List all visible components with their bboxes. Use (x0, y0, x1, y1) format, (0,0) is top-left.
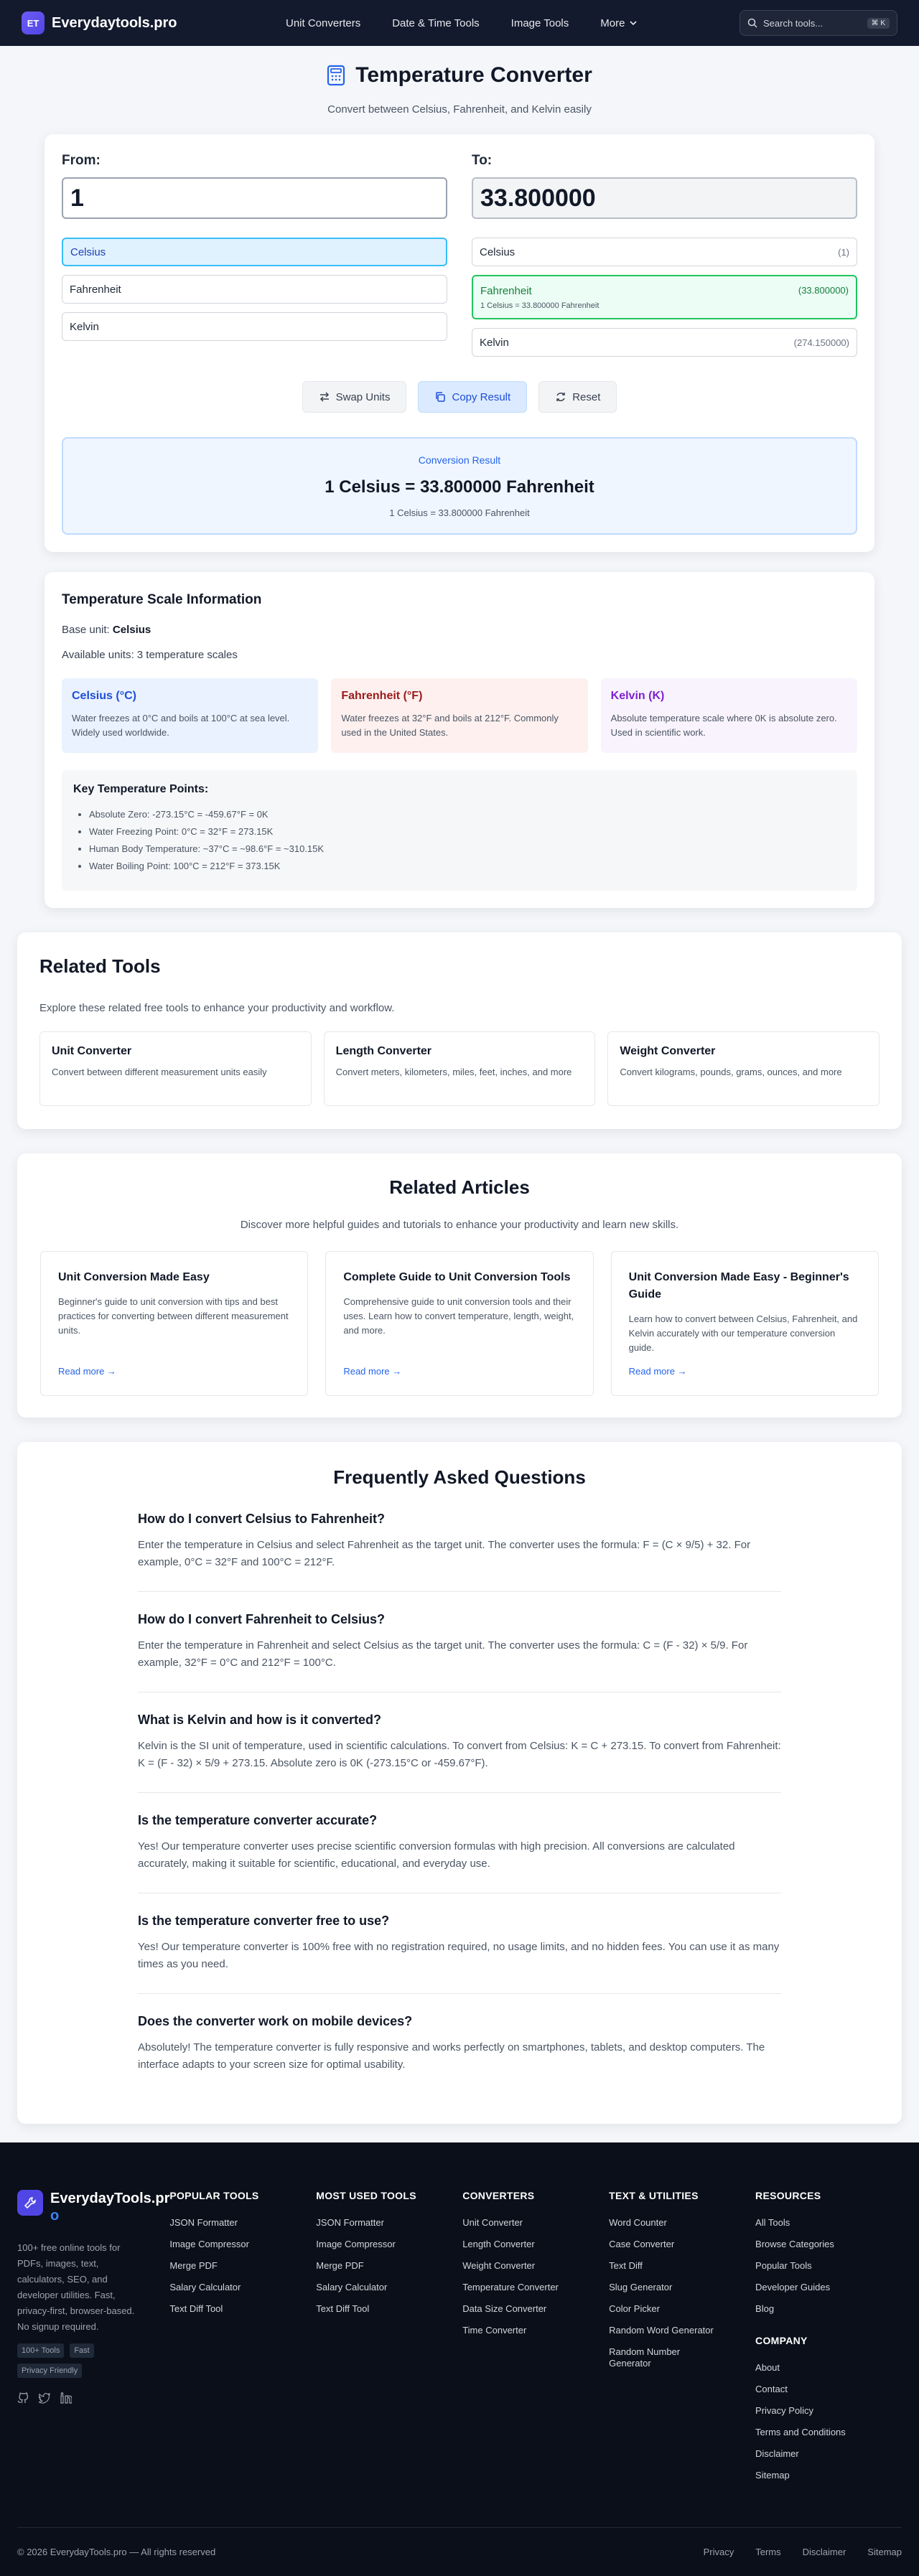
related-tools-subtitle: Explore these related free tools to enhance your productivity and workflow. (39, 1002, 395, 1014)
copy-icon (434, 391, 446, 403)
search-icon (747, 18, 757, 28)
footer-link[interactable]: Color Picker (609, 2303, 660, 2314)
result-main: 1 Celsius = 33.800000 Fahrenheit (325, 477, 594, 497)
key-points-list (73, 806, 846, 875)
key-points-box (62, 770, 857, 891)
nav-links (286, 0, 638, 46)
faq-question: How do I convert Fahrenheit to Celsius? (138, 1612, 386, 1626)
footer-link[interactable]: Temperature Converter (462, 2282, 559, 2292)
key-points-title: Key Temperature Points: (73, 783, 209, 795)
scale-celsius (62, 678, 318, 753)
footer-logo[interactable] (17, 2190, 169, 2224)
swap-units-label: Swap Units (335, 390, 391, 403)
faq-question: How do I convert Celsius to Fahrenheit? (138, 1512, 386, 1526)
swap-icon (319, 391, 330, 403)
scale-kelvin (601, 678, 857, 753)
to-unit-name: Kelvin (480, 336, 509, 349)
footer-col-title: TEXT & UTILITIES (609, 2190, 699, 2201)
base-unit-line (62, 624, 857, 636)
footer-brand (17, 2190, 169, 2481)
related-tools-section (17, 932, 902, 1129)
article-card[interactable] (40, 1251, 308, 1396)
article-card[interactable] (325, 1251, 593, 1396)
nav-image-tools[interactable]: Image Tools (510, 17, 569, 29)
wrench-icon (17, 2190, 43, 2216)
swap-units-button[interactable] (302, 381, 407, 413)
from-unit-celsius[interactable]: Celsius (62, 238, 447, 266)
search-placeholder: Search tools... (763, 17, 824, 29)
footer-link[interactable]: Image Compressor (316, 2239, 396, 2249)
badge: 100+ Tools (17, 2343, 64, 2358)
footer-link[interactable]: Time Converter (462, 2325, 527, 2336)
top-navbar (0, 0, 919, 46)
read-more-link[interactable]: Read more → (58, 1366, 116, 1377)
footer-brand-tail: o (50, 2208, 60, 2224)
footer-col-title: RESOURCES (755, 2190, 821, 2201)
footer-link[interactable]: Terms and Conditions (755, 2427, 846, 2437)
related-tools-title: Related Tools (39, 955, 161, 977)
nav-date-time-tools[interactable]: Date & Time Tools (392, 17, 480, 29)
faq-list (138, 1506, 781, 2094)
article-title: Unit Conversion Made Easy - Beginner's Guide (628, 1271, 849, 1301)
linkedin-icon[interactable] (60, 2392, 72, 2404)
nav-unit-converters[interactable]: Unit Converters (286, 17, 361, 29)
from-unit-kelvin[interactable]: Kelvin (62, 312, 447, 341)
footer-link[interactable]: Popular Tools (755, 2260, 812, 2271)
footer-link[interactable]: Privacy Policy (755, 2405, 813, 2416)
converter-card (45, 134, 874, 552)
footer-link[interactable]: Salary Calculator (316, 2282, 388, 2292)
read-more-link[interactable]: Read more → (628, 1366, 687, 1377)
to-value-output: 33.800000 (472, 177, 857, 219)
article-title: Complete Guide to Unit Conversion Tools (343, 1271, 571, 1283)
footer-col-converters (462, 2190, 609, 2481)
faq-item (138, 1994, 781, 2094)
related-articles-title: Related Articles (389, 1176, 530, 1198)
tool-name: Length Converter (335, 1045, 432, 1057)
result-label: Conversion Result (418, 454, 501, 466)
footer-link[interactable]: Salary Calculator (169, 2282, 241, 2292)
result-sub: 1 Celsius = 33.800000 Fahrenheit (389, 507, 530, 518)
article-desc: Learn how to convert between Celsius, Fahrenheit, and Kelvin accurately with our temperature conversion guide. (628, 1313, 858, 1353)
badge: Fast (70, 2343, 93, 2358)
logo-badge: ET (22, 11, 45, 34)
scale-info-card (45, 572, 874, 908)
footer-link[interactable]: Merge PDF (316, 2260, 364, 2271)
footer-link[interactable]: About (755, 2362, 780, 2373)
footer-link[interactable]: Contact (755, 2384, 788, 2394)
page-subtitle: Convert between Celsius, Fahrenheit, and Kelvin easily (327, 103, 592, 116)
to-unit-value: (33.800000) (798, 284, 849, 296)
footer-link[interactable]: Length Converter (462, 2239, 535, 2249)
footer-link[interactable]: Data Size Converter (462, 2303, 547, 2314)
footer-link[interactable]: Case Converter (609, 2239, 675, 2249)
footer-link[interactable]: Text Diff Tool (169, 2303, 223, 2314)
footer-bottom-bar (17, 2527, 902, 2576)
footer-bottom-link-sitemap[interactable]: Sitemap (867, 2547, 902, 2557)
footer-col-title-company: COMPANY (755, 2335, 808, 2346)
footer-brand-name: EverydayTools.pr (50, 2191, 170, 2206)
tool-name: Weight Converter (620, 1045, 716, 1057)
to-unit-value: (1) (838, 246, 849, 258)
from-column (62, 153, 447, 357)
page-title: Temperature Converter (355, 63, 592, 87)
faq-title: Frequently Asked Questions (333, 1466, 586, 1488)
tool-desc: Convert kilograms, pounds, grams, ounces, and more (620, 1067, 842, 1077)
scale-name: Fahrenheit (°F) (341, 690, 423, 702)
footer-link[interactable]: JSON Formatter (169, 2217, 238, 2228)
scale-name: Celsius (°C) (72, 690, 136, 702)
footer-link[interactable]: Disclaimer (755, 2448, 799, 2459)
faq-answer: Yes! Our temperature converter uses precise scientific conversion formulas with high precision. All conversions are calculated accurately, making it suitable for scientific, educational, and everyday use. (138, 1840, 735, 1870)
faq-answer: Enter the temperature in Fahrenheit and select Celsius as the target unit. The converter uses the formula: C = (F - 32) × 5/9. For example, 32°F = 0°C and 212°F = 100°C. (138, 1639, 748, 1669)
footer-link[interactable]: Image Compressor (169, 2239, 249, 2249)
tool-card-weight-converter[interactable] (607, 1031, 880, 1106)
footer-bottom-link-disclaimer[interactable]: Disclaimer (802, 2547, 846, 2557)
related-articles-subtitle: Discover more helpful guides and tutorials to enhance your productivity and learn new skills. (240, 1219, 679, 1231)
to-unit-celsius[interactable] (472, 238, 857, 266)
copy-result-label: Copy Result (452, 390, 511, 403)
footer-link[interactable]: Developer Guides (755, 2282, 831, 2292)
footer-link[interactable]: Unit Converter (462, 2217, 523, 2228)
read-more-link[interactable]: Read more → (343, 1366, 402, 1377)
faq-question: Is the temperature converter free to use? (138, 1914, 390, 1928)
calculator-icon (327, 65, 345, 86)
list-item: • Human Body Temperature: ~37°C = ~98.6°F = ~310.15K (89, 840, 846, 858)
faq-answer: Yes! Our temperature converter is 100% free with no registration required, no usage limits, and no hidden fees. You can use it as many times as you need. (138, 1941, 780, 1970)
chevron-down-icon (629, 19, 638, 27)
faq-item (138, 1592, 781, 1692)
footer-link[interactable]: Random Number Generator (609, 2346, 681, 2369)
scale-desc: Water freezes at 32°F and boils at 212°F. Commonly used in the United States. (341, 713, 559, 738)
article-desc: Comprehensive guide to unit conversion tools and their uses. Learn how to convert temperature, length, weight, and more. (343, 1296, 574, 1336)
footer-link[interactable]: Merge PDF (169, 2260, 218, 2271)
twitter-icon[interactable] (39, 2392, 50, 2404)
from-label: From: (62, 153, 101, 168)
available-units: Available units: 3 temperature scales (62, 649, 238, 661)
base-unit-prefix: Base unit: (62, 624, 113, 636)
tool-desc: Convert between different measurement units easily (52, 1067, 267, 1077)
copy-result-button[interactable] (418, 381, 527, 413)
scale-grid (62, 678, 857, 753)
footer-col-title: POPULAR TOOLS (169, 2190, 259, 2201)
faq-answer: Enter the temperature in Celsius and select Fahrenheit as the target unit. The converter uses the formula: F = (C × 9/5) + 32. For example, 0°C = 32°F and 100°C = 212°F. (138, 1539, 751, 1568)
tool-card-unit-converter[interactable] (39, 1031, 312, 1106)
article-grid (40, 1251, 879, 1396)
footer-link[interactable]: Blog (755, 2303, 775, 2314)
search-shortcut: ⌘ K (867, 18, 890, 29)
faq-answer: Kelvin is the SI unit of temperature, used in scientific calculations. To convert from Celsius: K = C + 273.15. To convert from Fahrenheit: K = (F - 32) × 5/9 + 273.15. Absolute zero is 0K (-273.15°C or -459.67°F). (138, 1740, 781, 1769)
to-column (472, 153, 857, 357)
converter-actions (62, 381, 857, 413)
page-header (0, 46, 919, 116)
nav-more-dropdown[interactable] (600, 17, 638, 29)
scale-name: Kelvin (K) (610, 690, 665, 702)
article-desc: Beginner's guide to unit conversion with tips and best practices for converting between different measurement units. (58, 1296, 289, 1336)
tool-name: Unit Converter (52, 1045, 132, 1057)
reset-button[interactable] (538, 381, 617, 413)
list-item: • Water Freezing Point: 0°C = 32°F = 273.15K (89, 823, 846, 840)
faq-question: Does the converter work on mobile devices? (138, 2014, 413, 2028)
badge: Privacy Friendly (17, 2364, 82, 2378)
logo-text: Everydaytools.pro (52, 14, 177, 31)
scale-desc: Water freezes at 0°C and boils at 100°C at sea level. Widely used worldwide. (72, 713, 290, 738)
copyright: © 2026 EverydayTools.pro — All rights reserved (17, 2547, 216, 2557)
footer-col-resources (755, 2190, 902, 2481)
footer-bottom-link-terms[interactable]: Terms (755, 2547, 781, 2557)
related-articles-section (17, 1153, 902, 1418)
faq-answer: Absolutely! The temperature converter is fully responsive and works perfectly on smartphones, tablets, and desktop computers. The interface adapts to your screen size for optimal usability. (138, 2041, 765, 2071)
site-logo[interactable] (22, 11, 177, 34)
footer-col-most-used-tools (316, 2190, 462, 2481)
from-value-input[interactable]: 1 (62, 177, 447, 219)
faq-question: What is Kelvin and how is it converted? (138, 1713, 382, 1727)
to-unit-kelvin[interactable] (472, 328, 857, 357)
scale-fahrenheit (331, 678, 587, 753)
footer-link[interactable]: All Tools (755, 2217, 790, 2228)
footer-link[interactable]: Sitemap (755, 2470, 790, 2481)
faq-question: Is the temperature converter accurate? (138, 1813, 378, 1827)
footer-link[interactable]: Random Word Generator (609, 2325, 714, 2336)
footer-col-text-utilities (609, 2190, 755, 2481)
footer-col-popular-tools (169, 2190, 316, 2481)
footer-col-title: CONVERTERS (462, 2190, 535, 2201)
conversion-result-box (62, 437, 857, 535)
list-item: • Absolute Zero: -273.15°C = -459.67°F = 0K (89, 806, 846, 823)
footer-link[interactable]: JSON Formatter (316, 2217, 384, 2228)
footer-bottom-link-privacy[interactable]: Privacy (703, 2547, 734, 2557)
from-unit-list (62, 238, 447, 341)
footer-bottom-links (704, 2547, 902, 2557)
reset-label: Reset (572, 390, 601, 403)
base-unit-value: Celsius (112, 624, 151, 636)
to-unit-value: (274.150000) (793, 337, 849, 348)
scale-info-title: Temperature Scale Information (62, 592, 262, 607)
footer-link[interactable]: Slug Generator (609, 2282, 673, 2292)
footer-link[interactable]: Browse Categories (755, 2239, 834, 2249)
footer-link[interactable]: Weight Converter (462, 2260, 536, 2271)
faq-item (138, 1506, 781, 1592)
footer-link[interactable]: Text Diff (609, 2260, 643, 2271)
footer-link[interactable]: Word Counter (609, 2217, 667, 2228)
tool-grid (39, 1031, 880, 1106)
nav-more-label: More (600, 17, 625, 29)
article-card[interactable] (611, 1251, 879, 1396)
article-title: Unit Conversion Made Easy (58, 1271, 210, 1283)
github-icon[interactable] (17, 2392, 29, 2404)
to-unit-list (472, 238, 857, 357)
list-item: • Water Boiling Point: 100°C = 212°F = 373.15K (89, 858, 846, 875)
to-label: To: (472, 153, 493, 168)
tool-card-length-converter[interactable] (324, 1031, 596, 1106)
footer-col-title: MOST USED TOOLS (316, 2190, 416, 2201)
to-unit-fahrenheit[interactable] (472, 275, 857, 319)
faq-section (17, 1442, 902, 2124)
footer-description: 100+ free online tools for PDFs, images, text, calculators, SEO, and developer utilities. Fast, privacy-first, browser-based. No signup required. (17, 2242, 135, 2332)
tool-desc: Convert meters, kilometers, miles, feet, inches, and more (335, 1067, 572, 1077)
refresh-icon (555, 391, 566, 403)
faq-item (138, 1793, 781, 1893)
faq-item (138, 1893, 781, 1994)
footer-link[interactable]: Text Diff Tool (316, 2303, 370, 2314)
to-unit-name: Fahrenheit (480, 284, 532, 297)
scale-desc: Absolute temperature scale where 0K is absolute zero. Used in scientific work. (610, 713, 837, 738)
search-input[interactable] (740, 10, 897, 36)
to-unit-detail: 1 Celsius = 33.800000 Fahrenheit (480, 301, 600, 310)
faq-item (138, 1692, 781, 1793)
footer-social (17, 2392, 169, 2404)
to-unit-name: Celsius (480, 245, 516, 258)
site-footer (0, 2142, 919, 2576)
from-unit-fahrenheit[interactable]: Fahrenheit (62, 275, 447, 304)
footer-badges (17, 2343, 169, 2378)
